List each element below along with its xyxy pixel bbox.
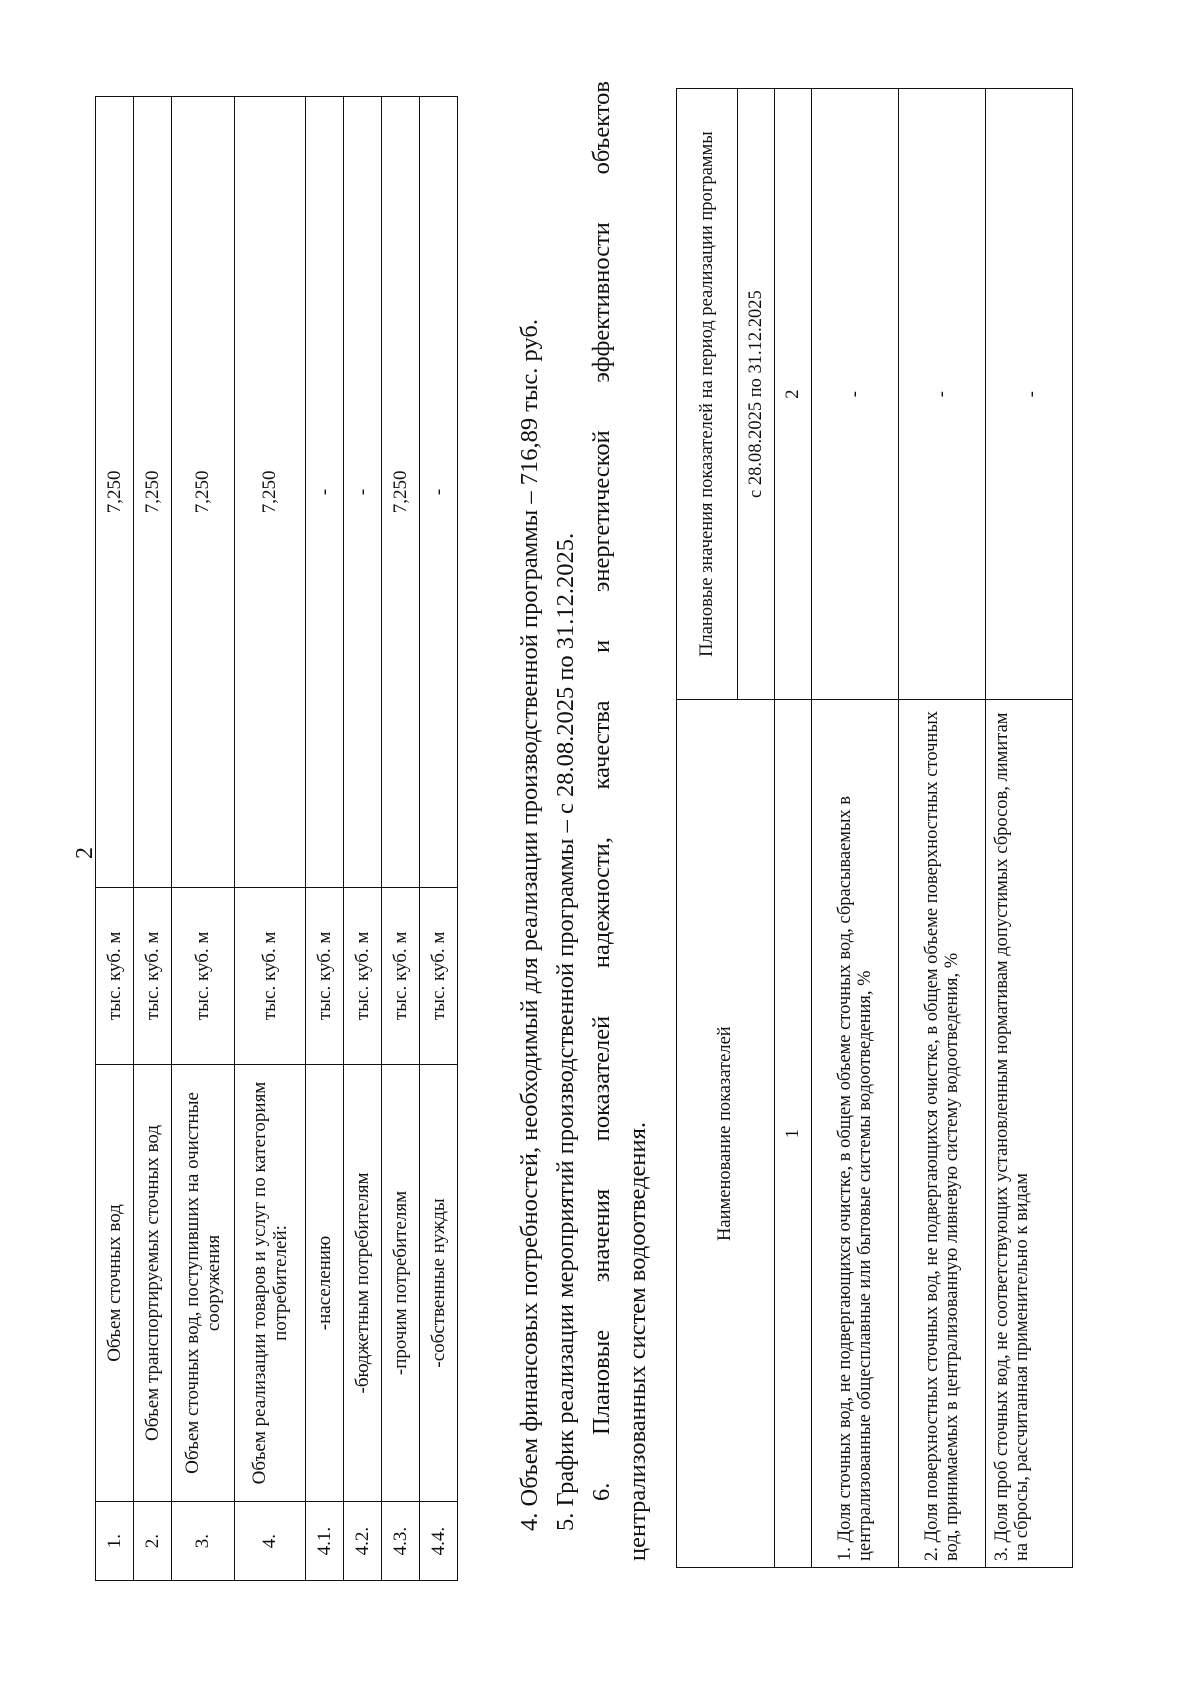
header-row bbox=[677, 89, 738, 1568]
row-value: 7,250 bbox=[134, 97, 172, 888]
indicator-value: - bbox=[986, 89, 1073, 700]
paragraph-indicators-continued: централизованных систем водоотведения. bbox=[624, 1121, 651, 1561]
indicators-table bbox=[676, 88, 1073, 1568]
paragraph-schedule: 5. График реализации мероприятий производственной программы – с 28.08.2025 по 31.12.2025. bbox=[552, 532, 579, 1531]
row-name: -прочим потребителям bbox=[382, 1064, 420, 1501]
table-row bbox=[986, 89, 1073, 1568]
column-number-row bbox=[775, 89, 812, 1568]
row-value: - bbox=[344, 97, 382, 888]
row-number: 4.1. bbox=[306, 1502, 344, 1581]
indicator-value: - bbox=[812, 89, 899, 700]
table-row bbox=[134, 97, 172, 1581]
row-number: 3. bbox=[172, 1502, 235, 1581]
paragraph-indicators: 6. Плановые значения показателей надежности, качества и энергетической эффективности объектов bbox=[588, 81, 615, 1501]
row-value: 7,250 bbox=[235, 97, 306, 888]
table-row bbox=[306, 97, 344, 1581]
row-value: 7,250 bbox=[382, 97, 420, 888]
row-unit: тыс. куб. м bbox=[382, 887, 420, 1064]
row-value: 7,250 bbox=[172, 97, 235, 888]
indicator-name: 3. Доля проб сточных вод, не соответствующих установленным нормативам допустимых сбросов, лимитам на сбросы, рассчитанная применительно к видам bbox=[986, 700, 1073, 1568]
table-row bbox=[344, 97, 382, 1581]
volume-table bbox=[95, 96, 458, 1581]
column-number: 2 bbox=[775, 89, 812, 700]
row-number: 1. bbox=[96, 1502, 134, 1581]
row-name: -бюджетным потребителям bbox=[344, 1064, 382, 1501]
header-indicator-name: Наименование показателей bbox=[677, 700, 775, 1568]
program-paragraphs bbox=[512, 81, 656, 1561]
indicator-name: 2. Доля поверхностных сточных вод, не подвергающихся очистке, в общем объеме поверхностных сточных вод, принимаемых в централизованную ливневую систему водоотведения, % bbox=[899, 700, 986, 1568]
row-unit: тыс. куб. м bbox=[420, 887, 458, 1064]
row-name: -собственные нужды bbox=[420, 1064, 458, 1501]
row-value: 7,250 bbox=[96, 97, 134, 888]
page-number: 2 bbox=[72, 847, 98, 859]
indicator-name: 1. Доля сточных вод, не подвергающихся очистке, в общем объеме сточных вод, сбрасываемых в централизованные общесплавные или бытовые системы водоотведения, % bbox=[812, 700, 899, 1568]
row-value: - bbox=[306, 97, 344, 888]
table-row bbox=[382, 97, 420, 1581]
row-unit: тыс. куб. м bbox=[96, 887, 134, 1064]
row-unit: тыс. куб. м bbox=[134, 887, 172, 1064]
row-number: 4.4. bbox=[420, 1502, 458, 1581]
row-number: 2. bbox=[134, 1502, 172, 1581]
table-row bbox=[96, 97, 134, 1581]
row-name: Объем сточных вод bbox=[96, 1064, 134, 1501]
paragraph-financial-needs: 4. Объем финансовых потребностей, необходимый для реализации производственной программы – 716,89 тыс. руб. bbox=[516, 319, 543, 1531]
header-planned-values: Плановые значения показателей на период реализации программы bbox=[677, 89, 738, 700]
row-value: - bbox=[420, 97, 458, 888]
table-row bbox=[899, 89, 986, 1568]
row-name: Объем транспортируемых сточных вод bbox=[134, 1064, 172, 1501]
indicator-value: - bbox=[899, 89, 986, 700]
row-name: -населению bbox=[306, 1064, 344, 1501]
table-row bbox=[420, 97, 458, 1581]
table-row bbox=[812, 89, 899, 1568]
row-unit: тыс. куб. м bbox=[306, 887, 344, 1064]
row-name: Объем сточных вод, поступивших на очистные сооружения bbox=[172, 1064, 235, 1501]
row-unit: тыс. куб. м bbox=[172, 887, 235, 1064]
row-unit: тыс. куб. м bbox=[344, 887, 382, 1064]
row-unit: тыс. куб. м bbox=[235, 887, 306, 1064]
table-row bbox=[172, 97, 235, 1581]
table-row bbox=[235, 97, 306, 1581]
row-number: 4.3. bbox=[382, 1502, 420, 1581]
header-period-dates: с 28.08.2025 по 31.12.2025 bbox=[738, 89, 775, 700]
column-number: 1 bbox=[775, 700, 812, 1568]
row-number: 4.2. bbox=[344, 1502, 382, 1581]
row-number: 4. bbox=[235, 1502, 306, 1581]
row-name: Объем реализации товаров и услуг по категориям потребителей: bbox=[235, 1064, 306, 1501]
